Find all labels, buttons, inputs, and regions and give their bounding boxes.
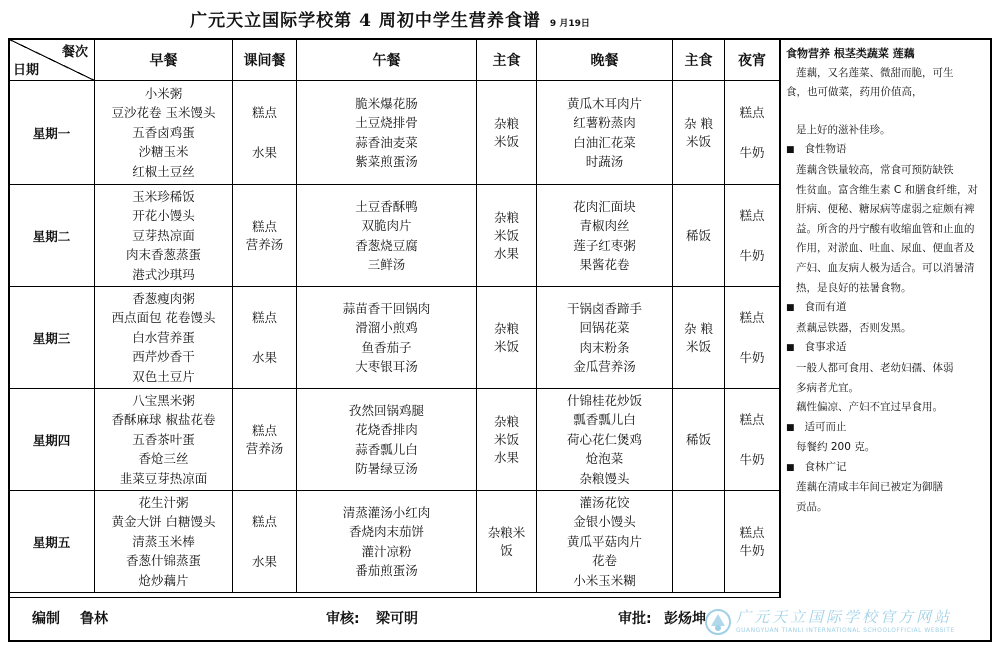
sidebar-section-line: 多病者尤宜。 <box>796 381 859 394</box>
menu-item: 糕点 <box>739 104 765 120</box>
menu-item: 水果 <box>493 449 519 465</box>
menu-item: 糕点 <box>251 513 277 529</box>
dinner-cell <box>537 287 673 389</box>
menu-item: 香酥麻球 椒盐花卷 <box>111 412 216 428</box>
menu-item: 土豆香酥鸭 <box>355 198 418 214</box>
menu-item: 紫菜煎蛋汤 <box>355 154 418 169</box>
lunch-cell <box>297 185 477 287</box>
menu-table <box>8 38 780 593</box>
menu-item: 黄金大饼 白糖馒头 <box>111 514 216 530</box>
lunch-staple-cell <box>477 287 537 389</box>
header-row <box>9 39 780 81</box>
menu-item: 五香卤鸡蛋 <box>132 124 195 140</box>
menu-item: 杂粮 <box>493 413 519 429</box>
menu-item: 黄瓜平菇肉片 <box>566 533 642 549</box>
menu-item: 杂粮米 <box>487 524 526 540</box>
menu-item: 小米粥 <box>144 85 183 101</box>
menu-item: 米饭 <box>685 338 711 354</box>
menu-item: 水果 <box>251 349 277 365</box>
menu-item: 鱼香茄子 <box>361 339 412 355</box>
menu-item: 八宝黑米粥 <box>132 392 195 408</box>
sidebar-section-line: 产妇、血友病人极为适合。可以消暑清 <box>796 261 975 274</box>
sidebar-section-title: ■ 适可而止 <box>786 418 986 439</box>
dinner-staple-cell <box>673 389 725 491</box>
menu-item: 稀饭 <box>685 227 711 243</box>
menu-item: 豆沙花卷 玉米馒头 <box>111 105 216 121</box>
menu-date: 9 月19日 <box>549 19 590 29</box>
menu-item: 糕点 <box>251 422 277 438</box>
menu-item: 糕点 <box>739 411 765 427</box>
menu-item: 杂粮 <box>493 320 519 336</box>
lunch-staple-cell <box>477 389 537 491</box>
approver-label: 审批: <box>618 611 652 627</box>
menu-item: 青椒肉丝 <box>579 218 630 233</box>
lunch-staple-cell <box>477 491 537 593</box>
menu-item: 蒜香油麦菜 <box>355 134 418 150</box>
dinner-cell <box>537 185 673 287</box>
menu-item: 港式沙琪玛 <box>132 266 195 282</box>
menu-item: 炝泡菜 <box>585 451 624 467</box>
menu-item: 金瓜营养汤 <box>573 359 636 374</box>
sidebar-section-line: 作用，对淤血、吐血、尿血、便血者及 <box>796 242 975 255</box>
menu-item: 水果 <box>493 245 519 261</box>
compiler-label: 编制 <box>32 611 60 627</box>
menu-item: 牛奶 <box>739 451 765 467</box>
sidebar-section-line: 每餐约 200 克。 <box>796 441 876 454</box>
dinner-cell <box>537 491 673 593</box>
snack-cell <box>233 81 297 185</box>
menu-item: 清蒸灌汤小红肉 <box>342 504 431 520</box>
menu-item: 花生汁粥 <box>138 494 189 510</box>
night-snack-cell <box>725 81 780 185</box>
watermark-subtext: GUANGYUAN TIANLI INTERNATIONAL SCHOOLOFFICIAL WEBSITE <box>736 627 955 634</box>
menu-item: 米饭 <box>493 338 519 354</box>
page-title: 广元天立国际学校第 4 周初中学生营养食谱 <box>190 11 541 31</box>
day-row <box>9 185 780 287</box>
day-row <box>9 491 780 593</box>
sidebar-section-line: 一般人都可食用、老幼妇孺、体弱 <box>796 361 954 374</box>
sidebar-intro-line: 食，也可做菜，药用价值高， <box>786 86 923 99</box>
dinner-cell <box>537 389 673 491</box>
sidebar-divider <box>779 38 781 598</box>
sidebar-section-line: 益。所含的丹宁酸有收缩血管和止血的 <box>796 222 975 235</box>
menu-body <box>9 81 780 593</box>
day-row <box>9 287 780 389</box>
menu-item: 土豆烧排骨 <box>355 115 418 130</box>
menu-item: 白水营养蛋 <box>132 329 195 345</box>
menu-item: 香葱瘦肉粥 <box>132 290 195 306</box>
menu-item: 糕点 <box>251 309 277 325</box>
watermark-text: 广元天立国际学校官方网站 <box>736 608 953 626</box>
menu-item: 三鲜汤 <box>367 257 406 272</box>
menu-item: 开花小馒头 <box>132 208 195 224</box>
dinner-staple-cell <box>673 185 725 287</box>
lunch-staple-cell <box>477 185 537 287</box>
menu-item: 蒜苗香干回锅肉 <box>342 300 431 316</box>
reviewer-name: 梁可明 <box>376 611 418 627</box>
menu-item: 糕点 <box>739 309 765 325</box>
sidebar-section-title: ■ 食事求适 <box>786 338 986 359</box>
menu-item: 牛奶 <box>739 542 765 558</box>
menu-item: 杂粮 <box>493 115 519 131</box>
snack-cell <box>233 185 297 287</box>
menu-item: 番茄煎蛋汤 <box>355 563 418 578</box>
lunch-cell <box>297 491 477 593</box>
menu-item: 稀饭 <box>685 431 711 447</box>
menu-item: 香烧肉末茄饼 <box>348 524 424 539</box>
day-label: 星期二 <box>9 185 95 287</box>
menu-item: 双脆肉片 <box>361 218 412 233</box>
dinner-cell <box>537 81 673 185</box>
day-label: 星期一 <box>9 81 95 185</box>
menu-item: 杂粮 <box>493 209 519 225</box>
snack-cell <box>233 491 297 593</box>
sidebar-section-line: 莲藕含铁量较高，常食可预防缺铁 <box>796 163 954 176</box>
night-snack-cell <box>725 287 780 389</box>
menu-item: 水果 <box>251 144 277 160</box>
menu-item: 蒜香瓢儿白 <box>355 441 418 457</box>
dinner-staple-cell <box>673 81 725 185</box>
menu-item: 双色土豆片 <box>132 368 195 384</box>
dinner-staple-cell <box>673 491 725 593</box>
footer-divider <box>8 597 779 598</box>
menu-item: 花烧香排肉 <box>355 422 418 437</box>
menu-item: 米饭 <box>685 133 711 149</box>
menu-item: 瓢香瓢儿白 <box>573 412 636 428</box>
lunch-cell <box>297 287 477 389</box>
menu-item: 脆米爆花肠 <box>355 95 418 111</box>
menu-item: 果酱花卷 <box>579 257 630 272</box>
menu-item: 金银小馒头 <box>573 514 636 530</box>
breakfast-header: 早餐 <box>95 39 233 81</box>
menu-item: 糕点 <box>739 524 765 540</box>
day-row <box>9 81 780 185</box>
compiler-name: 鲁林 <box>80 611 108 627</box>
menu-item: 牛奶 <box>739 349 765 365</box>
menu-item: 红椒土豆丝 <box>132 163 195 179</box>
menu-item: 孜然回锅鸡腿 <box>348 402 424 418</box>
sidebar-section-title: ■ 食而有道 <box>786 298 986 319</box>
lunch-cell <box>297 81 477 185</box>
menu-item: 米饭 <box>493 133 519 149</box>
corner-date-label: 日期 <box>13 63 40 78</box>
night-snack-header: 夜宵 <box>725 39 780 81</box>
menu-item: 营养汤 <box>245 236 284 252</box>
menu-item: 时蔬汤 <box>585 154 624 169</box>
menu-item: 牛奶 <box>739 144 765 160</box>
menu-item: 香炝三丝 <box>138 451 189 467</box>
sidebar-section-line: 性贫血。富含维生素 C 和膳食纤维，对 <box>796 183 979 196</box>
menu-item: 灌汤花饺 <box>579 494 630 510</box>
day-label: 星期四 <box>9 389 95 491</box>
dinner-header: 晚餐 <box>537 39 673 81</box>
sidebar-section-line: 莲藕在清咸丰年间已被定为御膳 <box>796 481 943 494</box>
sidebar-section-title: ■ 食性物语 <box>786 140 986 161</box>
night-snack-cell <box>725 185 780 287</box>
sidebar-header: 食物营养 根茎类蔬菜 莲藕 <box>786 47 915 60</box>
menu-item: 回锅花菜 <box>579 320 630 335</box>
menu-item: 杂 粮 <box>684 115 713 131</box>
menu-item: 小米玉米糊 <box>573 572 636 588</box>
sidebar-section-line: 藕性偏凉、产妇不宜过早食用。 <box>796 401 943 414</box>
breakfast-cell <box>95 491 233 593</box>
menu-item: 杂粮馒头 <box>579 470 630 486</box>
menu-item: 灌汁凉粉 <box>361 543 412 559</box>
corner-header <box>9 39 95 81</box>
sidebar-intro-line: 是上好的滋补佳珍。 <box>796 123 891 136</box>
menu-item: 糕点 <box>739 207 765 223</box>
snack-cell <box>233 287 297 389</box>
menu-item: 干锅卤香蹄手 <box>566 300 642 316</box>
menu-item: 莲子红枣粥 <box>573 237 636 253</box>
menu-item: 黄瓜木耳肉片 <box>566 95 642 111</box>
night-snack-cell <box>725 389 780 491</box>
menu-item: 红薯粉蒸肉 <box>573 115 636 130</box>
menu-item: 牛奶 <box>739 247 765 263</box>
corner-meal-label: 餐次 <box>61 45 88 60</box>
menu-item: 西点面包 花卷馒头 <box>111 310 216 326</box>
sidebar-intro-line: 莲藕，又名莲菜、微甜而脆，可生 <box>796 66 954 79</box>
menu-item: 香葱烧豆腐 <box>355 237 418 253</box>
menu-item: 什锦桂花炒饭 <box>566 392 642 408</box>
menu-item: 肉末粉条 <box>579 339 630 355</box>
day-label: 星期三 <box>9 287 95 389</box>
menu-item: 韭菜豆芽热凉面 <box>119 470 208 486</box>
menu-item: 米饭 <box>493 227 519 243</box>
menu-item: 花卷 <box>591 553 617 569</box>
menu-item: 防暑绿豆汤 <box>355 461 418 476</box>
menu-item: 荷心花仁煲鸡 <box>566 431 642 447</box>
sidebar-section-line: 煮藕忌铁器，否则发黑。 <box>796 321 912 334</box>
dinner-staple-header: 主食 <box>673 39 725 81</box>
day-row <box>9 389 780 491</box>
nutrition-sidebar <box>786 44 986 518</box>
menu-item: 糕点 <box>251 104 277 120</box>
reviewer-label: 审核: <box>326 611 360 627</box>
menu-item: 豆芽热凉面 <box>132 227 195 243</box>
menu-item: 大枣银耳汤 <box>355 359 418 374</box>
breakfast-cell <box>95 185 233 287</box>
snack-header: 课间餐 <box>233 39 297 81</box>
breakfast-cell <box>95 287 233 389</box>
menu-item: 沙糖玉米 <box>138 144 189 160</box>
menu-item: 清蒸玉米棒 <box>132 533 195 549</box>
lunch-staple-cell <box>477 81 537 185</box>
school-logo-icon <box>704 608 732 636</box>
menu-item: 糕点 <box>251 218 277 234</box>
menu-item: 玉米珍稀饭 <box>132 188 195 204</box>
menu-item: 杂 粮 <box>684 320 713 336</box>
menu-item: 营养汤 <box>245 440 284 456</box>
breakfast-cell <box>95 389 233 491</box>
menu-item: 肉末香葱蒸蛋 <box>125 247 201 263</box>
menu-item: 西芹炒香干 <box>132 349 195 365</box>
page-title-row <box>0 6 780 32</box>
dinner-staple-cell <box>673 287 725 389</box>
sidebar-section-title: ■ 食林广记 <box>786 458 986 479</box>
lunch-header: 午餐 <box>297 39 477 81</box>
menu-item: 香葱什锦蒸蛋 <box>125 553 201 569</box>
day-label: 星期五 <box>9 491 95 593</box>
menu-item: 炝炒藕片 <box>138 572 189 588</box>
sidebar-section-line: 热，是良好的祛暑食物。 <box>796 281 912 294</box>
menu-item: 米饭 <box>493 431 519 447</box>
menu-item: 水果 <box>251 553 277 569</box>
night-snack-cell <box>725 491 780 593</box>
lunch-staple-header: 主食 <box>477 39 537 81</box>
sidebar-section-line: 肝病、便秘、糖尿病等虚弱之症颇有裨 <box>796 203 975 216</box>
sidebar-section-line: 贡品。 <box>796 501 828 514</box>
snack-cell <box>233 389 297 491</box>
breakfast-cell <box>95 81 233 185</box>
lunch-cell <box>297 389 477 491</box>
menu-item: 饭 <box>500 542 513 558</box>
menu-item: 花肉汇面块 <box>573 198 636 214</box>
approver-name: 彭炀坤 <box>664 611 706 627</box>
menu-item: 五香茶叶蛋 <box>132 431 195 447</box>
menu-item: 滑溜小煎鸡 <box>355 320 418 335</box>
menu-item: 白油汇花菜 <box>573 134 636 150</box>
website-watermark <box>700 604 992 640</box>
